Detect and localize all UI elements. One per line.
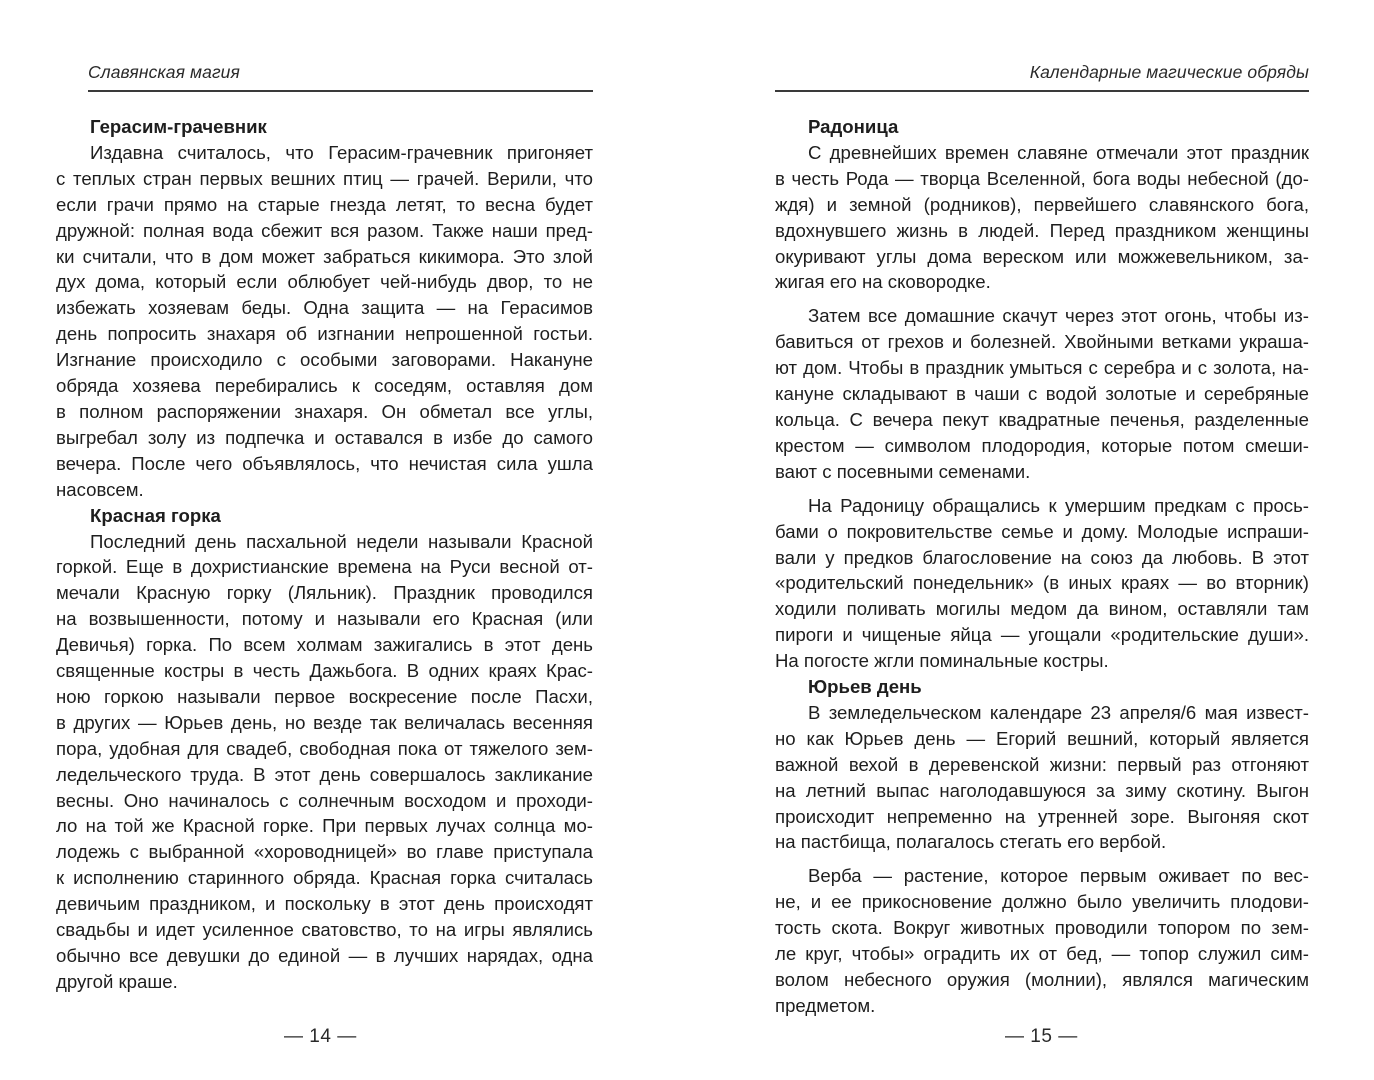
text-line: но как Юрьев день — Егорий вешний, который является [775, 727, 1309, 749]
text-line: лодежь с выбранной «хороводницей» во главе приступала [56, 841, 593, 863]
text-line: в других — Юрьев день, но везде так величалась весенняя [56, 711, 593, 733]
paragraph-gap [775, 295, 1309, 303]
text-line: Издавна считалось, что Герасим-грачевник пригоняет [90, 141, 593, 163]
text-line: в полном распоряжении знахаря. Он обметал все углы, [56, 400, 593, 422]
text-line: пора, удобная для свадеб, свободная пока от тяжелого зем- [56, 737, 593, 759]
text-line: не, и ее прикосновение должно было увеличить плодови- [775, 891, 1309, 913]
text-line: ло на той же Красной горке. При первых лучах солнца мо- [56, 815, 593, 837]
text-line: если грачи прямо на старые гнезда летят, то весна будет [56, 193, 593, 215]
text-line: вдохнувшего жизнь в людей. Перед праздником женщины [775, 219, 1309, 241]
text-line: свадьбы и идет усиленное сватовство, то на игры являлись [56, 919, 593, 941]
paragraph [775, 493, 1309, 674]
section-title: Красная горка [90, 504, 221, 526]
text-line: избежать хозяевам беды. Одна защита — на Герасимов [56, 297, 593, 319]
text-line: Девичья) горка. По всем холмам зажигались в этот день [56, 634, 593, 656]
text-line: вечера. После чего объявлялось, что нечистая сила ушла [56, 452, 593, 474]
text-line: обряда хозяева перебирались к соседям, оставляя дом [56, 375, 593, 397]
running-head: Календарные магические обряды [1029, 62, 1309, 82]
text-line: вают с посевными семенами. [775, 460, 1031, 482]
text-line: другой краше. [56, 970, 178, 992]
text-line: насовсем. [56, 478, 144, 500]
paragraph [56, 529, 593, 995]
text-line: весны. Оно начиналось с солнечным восходом и проходи- [56, 789, 593, 811]
header-rule [775, 90, 1309, 92]
text-line: кольца. С вечера пекут квадратные печенья, разделенные [775, 408, 1309, 430]
text-line: мечали Красную горку (Ляльник). Праздник проводился [56, 582, 593, 604]
paragraph-gap [775, 855, 1309, 863]
text-line: в честь Рода — творца Вселенной, бога воды небесной (до- [775, 167, 1309, 189]
text-line: тость скота. Вокруг животных проводили топором по зем- [775, 917, 1309, 939]
text-line: девичьим праздником, и поскольку в этот день происходят [56, 893, 593, 915]
section-title: Герасим-грачевник [90, 116, 267, 137]
text-line: на пастбища, полагалось стегать его вербой. [775, 831, 1167, 853]
text-line: бавиться от грехов и болезней. Хвойными ветками украша- [775, 331, 1309, 353]
text-line: жигая его на сковородке. [775, 271, 991, 293]
text-line: На погосте жгли поминальные костры. [775, 650, 1109, 672]
text-line: пироги и чищеные яйца — угощали «родительские души». [775, 624, 1309, 646]
text-line: крестом — символом плодородия, которые потом смеши- [775, 434, 1309, 456]
text-line: ною горкою называли первое воскресение после Пасхи, [56, 685, 593, 707]
right-page [775, 0, 1309, 1080]
text-line: на летний выпас наголодавшуюся за зиму скотину. Выгон [775, 779, 1309, 801]
section-title: Юрьев день [808, 676, 922, 698]
text-line: обычно все девушки до единой — в лучших нарядах, одна [56, 945, 593, 966]
text-line: с теплых стран первых вешних птиц — грачей. Верили, что [56, 167, 593, 189]
paragraph [56, 140, 593, 503]
text-line: священные костры в честь Дажьбога. В одних краях Крас- [56, 660, 593, 682]
paragraph-gap [775, 485, 1309, 493]
text-line: волом небесного оружия (молнии), являлся магическим [775, 969, 1309, 990]
paragraph [775, 863, 1309, 1018]
text-line: предметом. [775, 994, 876, 1016]
text-line: дух дома, который если облюбует чей-нибудь двор, то не [56, 271, 593, 293]
text-line: С древнейших времен славяне отмечали этот праздник [808, 141, 1309, 163]
text-line: бами о покровительстве семье и дому. Молодые испраши- [775, 520, 1309, 542]
page-number: — 14 — [284, 1026, 357, 1047]
text-line: ют дом. Чтобы в праздник умыться с серебра и с золота, на- [775, 357, 1309, 379]
paragraph [775, 700, 1309, 855]
text-line: ходили поливать могилы медом да вином, оставляли там [775, 598, 1309, 620]
text-line: Последний день пасхальной недели называли Красной [90, 530, 593, 552]
text-line: день попросить знахаря об изгнании непрошенной гостьи. [56, 323, 593, 345]
text-line: кануне складывают в чаши с водой золотые и серебряные [775, 383, 1309, 405]
text-line: На Радоницу обращались к умершим предкам с прось- [808, 494, 1309, 516]
page-number: — 15 — [1005, 1026, 1078, 1047]
text-line: окуривают углы дома вереском или можжевельником, за- [775, 245, 1309, 267]
text-line: ледельческого труда. В этот день совершалось закликание [56, 763, 593, 785]
text-line: В земледельческом календаре 23 апреля/6 мая извест- [808, 701, 1309, 723]
text-line: ле круг, чтобы» оградить их от бед, — топор служил сим- [775, 943, 1309, 965]
paragraph [775, 303, 1309, 484]
text-line: Верба — растение, которое первым оживает по вес- [808, 865, 1309, 887]
header-rule [88, 90, 593, 92]
section-title: Радоница [808, 116, 899, 137]
text-line: ждя) и земной (родников), первейшего славянского бога, [775, 193, 1309, 215]
text-line: ки считали, что в дом может забраться кикимора. Это злой [56, 245, 593, 267]
left-page [56, 0, 593, 1080]
text-line: важной вехой в деревенской жизни: первый раз отгоняют [775, 753, 1309, 775]
text-line: «родительский понедельник» (в иных краях — во вторник) [775, 572, 1309, 594]
text-line: происходит непременно на утренней зоре. Выгоняя скот [775, 805, 1309, 827]
text-line: Затем все домашние скачут через этот огонь, чтобы из- [808, 305, 1309, 327]
running-head: Славянская магия [88, 62, 240, 82]
text-line: Изгнание происходило с особыми заговорами. Накануне [56, 349, 593, 371]
page-body [775, 114, 1309, 1019]
text-line: горкой. Еще в дохристианские времена на Руси весной от- [56, 556, 593, 578]
text-line: дружной: полная вода сбежит вся разом. Также наши пред- [56, 219, 593, 241]
text-line: вали у предков благословение на союз да любовь. В этот [775, 546, 1309, 568]
text-line: на возвышенности, потому и называли его Красная (или [56, 608, 593, 630]
page-body [56, 114, 593, 995]
paragraph [775, 140, 1309, 295]
text-line: выгребал золу из подпечка и оставался в избе до самого [56, 426, 593, 448]
text-line: к исполнению старинного обряда. Красная горка считалась [56, 867, 593, 889]
